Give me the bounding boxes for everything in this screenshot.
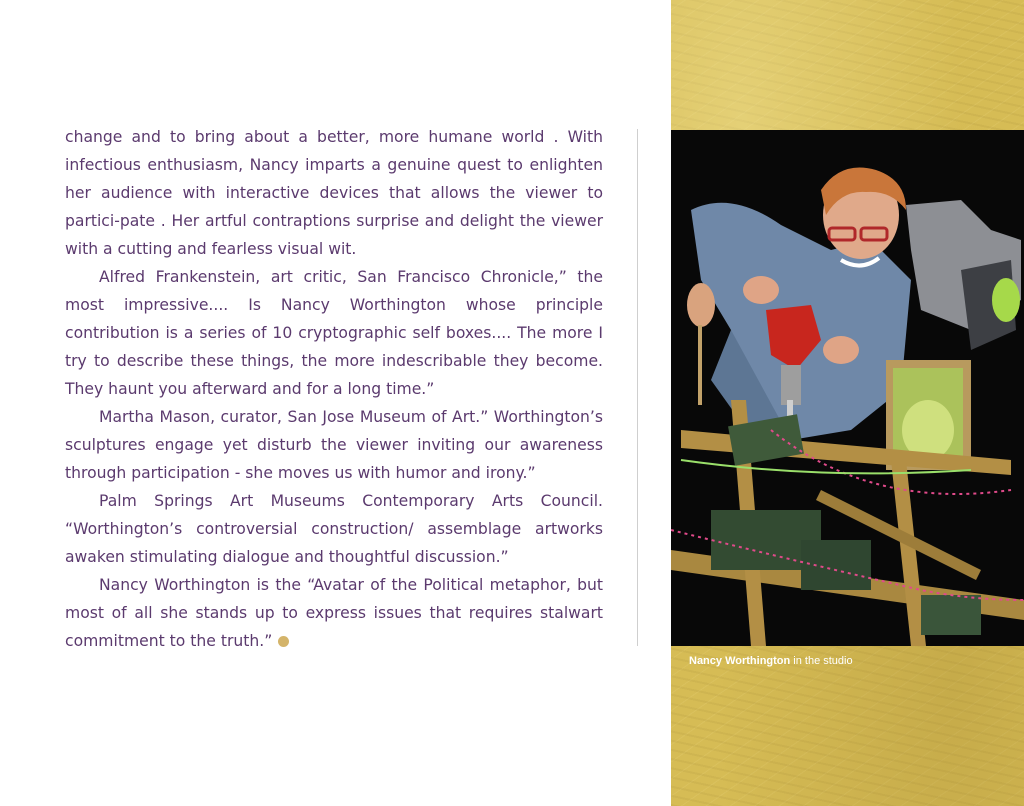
body-text-column (65, 123, 603, 655)
artist-photo-illustration (671, 130, 1024, 646)
closing-text: Nancy Worthington is the “Avatar of the Political metaphor, but most of all she stands up to express issues that requires stalwart commitment to the truth.” (65, 576, 603, 650)
paragraph-mason-quote: Martha Mason, curator, San Jose Museum of Art.” Worthington’s sculptures engage yet disturb the viewer inviting our awareness through participation - she moves us with humor and irony.” (65, 408, 603, 482)
paragraph-closing (65, 571, 603, 655)
column-divider (637, 129, 638, 646)
caption-text: in the studio (790, 655, 853, 667)
artist-photo (671, 130, 1024, 646)
photo-caption (689, 655, 853, 667)
paragraph-palm-springs-quote: Palm Springs Art Museums Contemporary Arts Council. “Worthington’s controversial construction/ assemblage artworks awaken stimulating dialogue and thoughtful discussion.” (65, 492, 603, 566)
caption-name: Nancy Worthington (689, 655, 791, 667)
end-mark-dot (278, 636, 289, 647)
paragraph-intro: change and to bring about a better, more humane world . With infectious enthusiasm, Nancy imparts a genuine quest to enlighten her audience with interactive devices that allows the viewer to partici-pate . Her artful contraptions surprise and delight the viewer with a cutting and fearless visual wit. (65, 128, 603, 258)
paragraph-frankenstein-quote: Alfred Frankenstein, art critic, San Francisco Chronicle,” the most impressive.... Is Nancy Worthington whose principle contribution is a series of 10 cryptographic self boxes.... The more I try to describe these things, the more indescribable they become. They haunt you afterward and for a long time.” (65, 268, 603, 398)
